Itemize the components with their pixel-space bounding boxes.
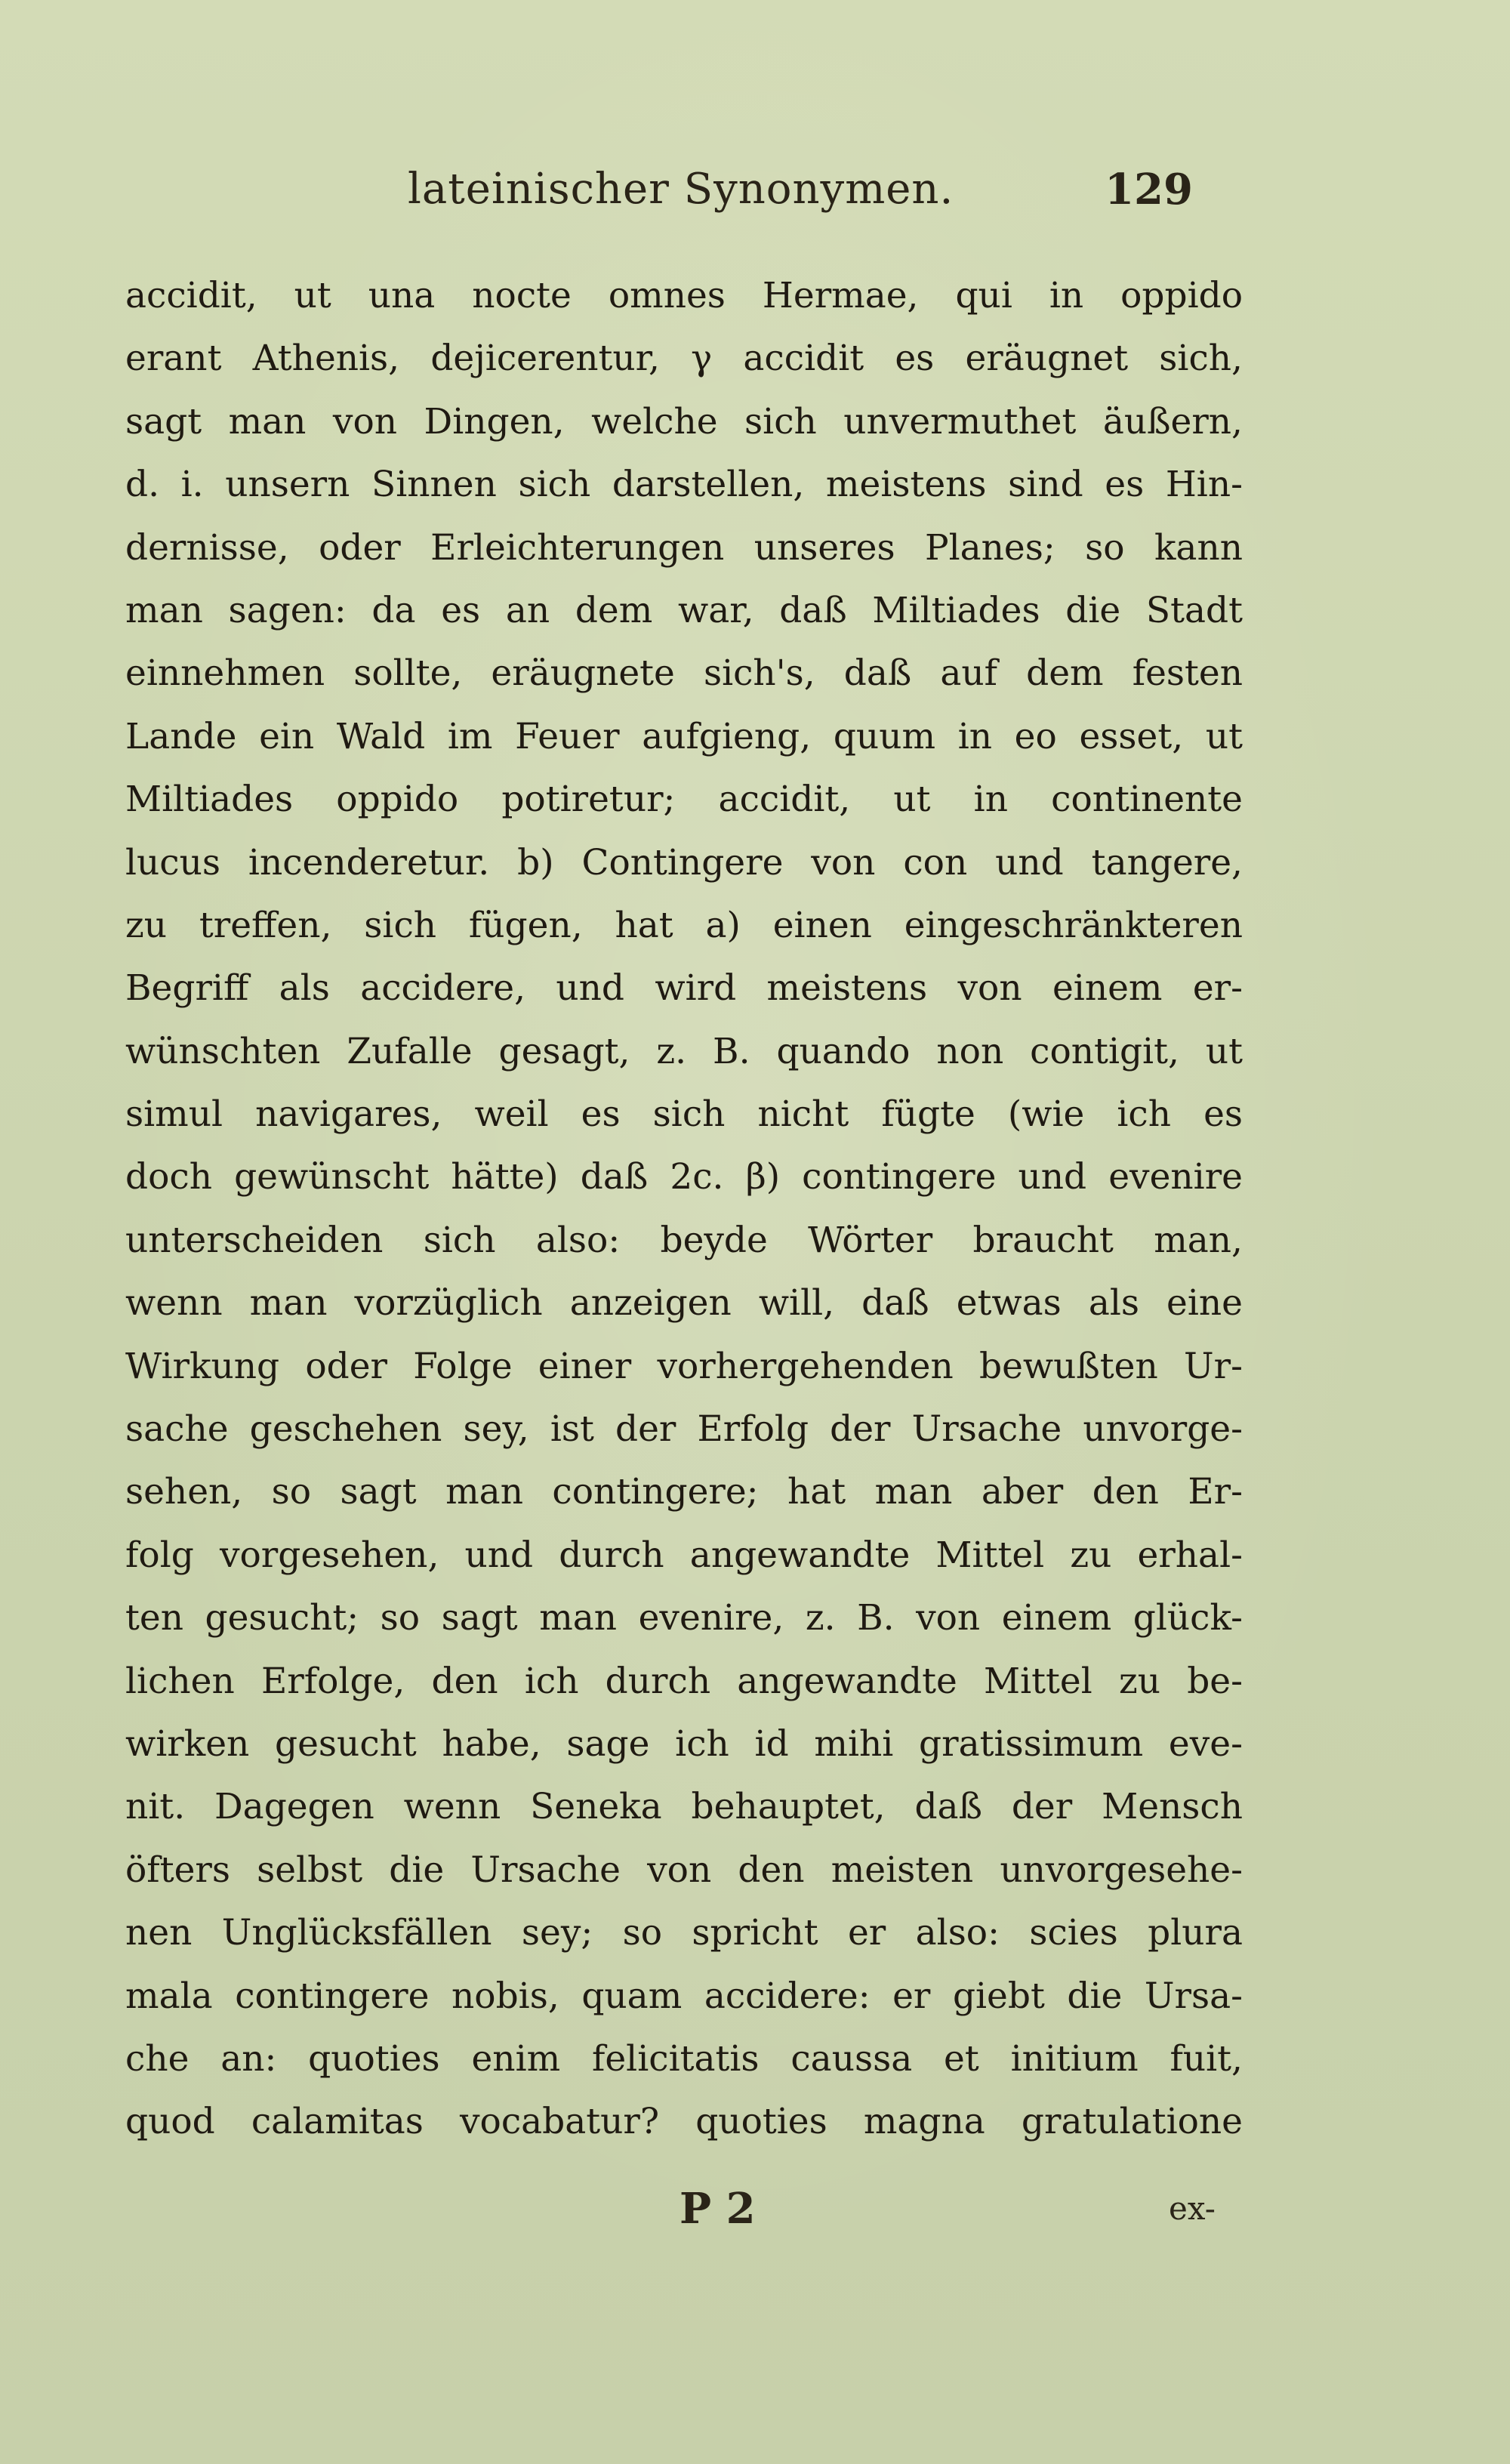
text-line: folg vorgesehen, und durch angewandte Mittel zu erhal- <box>125 1534 1243 1576</box>
text-line: wünschten Zufalle gesagt, z. B. quando non contigit, ut <box>125 1030 1243 1072</box>
running-title: lateinischer Synonymen. <box>408 165 954 214</box>
text-line: che an: quoties enim felicitatis caussa et initium fuit, <box>125 2037 1243 2080</box>
text-line: zu treffen, sich fügen, hat a) einen eingeschränkteren <box>125 904 1243 946</box>
text-line: nen Unglücksfällen sey; so spricht er also: scies plura <box>125 1912 1243 1954</box>
text-line: accidit, ut una nocte omnes Hermae, qui in oppido <box>125 275 1243 316</box>
text-line: dernisse, oder Erleichterungen unseres Planes; so kann <box>125 526 1243 569</box>
text-line: wenn man vorzüglich anzeigen will, daß etwas als eine <box>125 1282 1243 1325</box>
text-line: simul navigares, weil es sich nicht fügte (wie ich es <box>125 1093 1243 1136</box>
signature-mark: P 2 <box>680 2184 756 2234</box>
text-line: sagt man von Dingen, welche sich unvermuthet äußern, <box>125 400 1243 443</box>
catchword: ex- <box>1169 2190 1216 2227</box>
body-text <box>125 264 1243 2154</box>
text-line: lucus incenderetur. b) Contingere von con und tangere, <box>125 841 1243 884</box>
text-line: doch gewünscht hätte) daß 2c. β) contingere und evenire <box>125 1156 1243 1198</box>
text-line: Miltiades oppido potiretur; accidit, ut in continente <box>125 779 1243 821</box>
text-line: sehen, so sagt man contingere; hat man aber den Er- <box>125 1471 1243 1513</box>
text-line: d. i. unsern Sinnen sich darstellen, meistens sind es Hin- <box>125 464 1243 506</box>
text-line: lichen Erfolge, den ich durch angewandte Mittel zu be- <box>125 1660 1243 1702</box>
text-line: erant Athenis, dejicerentur, γ accidit es eräugnet sich, <box>125 338 1243 380</box>
text-line: sache geschehen sey, ist der Erfolg der Ursache unvorge- <box>125 1408 1243 1451</box>
text-line: nit. Dagegen wenn Seneka behauptet, daß der Mensch <box>125 1786 1243 1828</box>
text-line: ten gesucht; so sagt man evenire, z. B. von einem glück- <box>125 1597 1243 1639</box>
text-line: mala contingere nobis, quam accidere: er giebt die Ursa- <box>125 1975 1243 2017</box>
text-line: unterscheiden sich also: beyde Wörter braucht man, <box>125 1219 1243 1261</box>
text-line: Begriff als accidere, und wird meistens von einem er- <box>125 967 1243 1010</box>
text-line: wirken gesucht habe, sage ich id mihi gratissimum eve- <box>125 1722 1243 1765</box>
text-line: quod calamitas vocabatur? quoties magna gratulatione <box>125 2101 1243 2143</box>
text-line: Lande ein Wald im Feuer aufgieng, quum in eo esset, ut <box>125 715 1243 757</box>
text-line: öfters selbst die Ursache von den meisten unvorgesehe- <box>125 1849 1243 1891</box>
text-line: einnehmen sollte, eräugnete sich's, daß auf dem festen <box>125 652 1243 695</box>
text-line: man sagen: da es an dem war, daß Miltiades die Stadt <box>125 589 1243 631</box>
page-number: 129 <box>1105 165 1193 214</box>
text-line: Wirkung oder Folge einer vorhergehenden bewußten Ur- <box>125 1345 1243 1387</box>
